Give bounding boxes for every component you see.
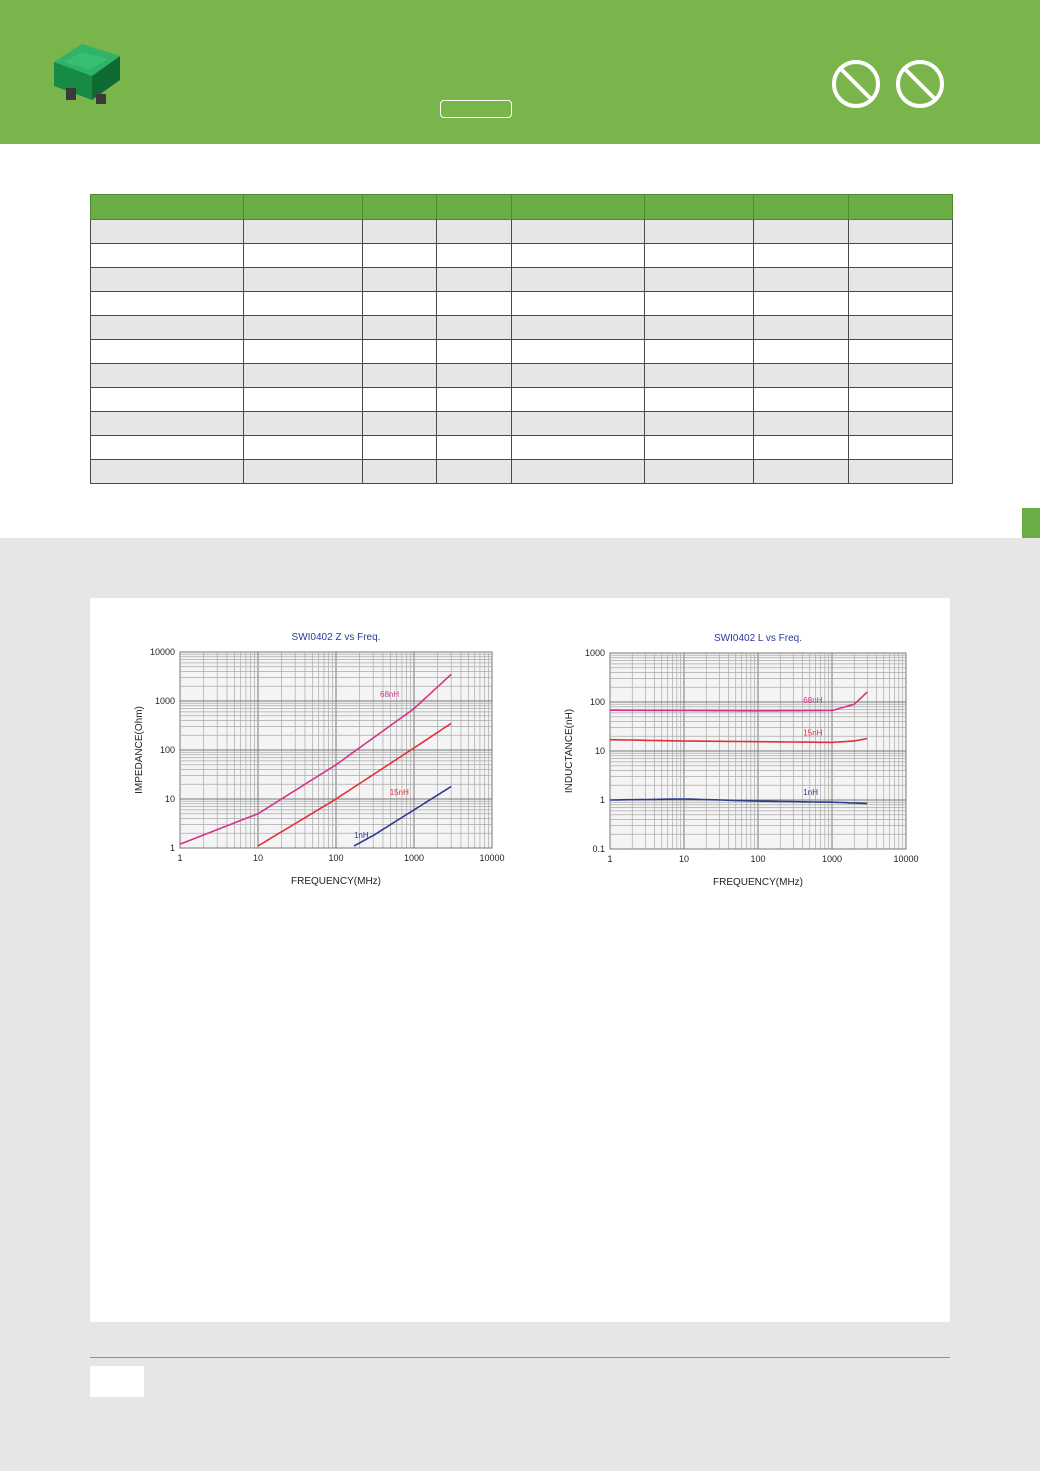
x-tick-label: 1000	[821, 854, 843, 864]
no-symbol-icon	[894, 58, 946, 110]
x-tick-label: 10000	[479, 853, 505, 863]
table-row	[91, 388, 953, 412]
table-row	[91, 436, 953, 460]
y-tick-label: 10	[594, 746, 605, 756]
y-tick-label: 10000	[149, 647, 175, 657]
x-tick-label: 1	[177, 853, 183, 863]
inductance-chart	[520, 598, 950, 908]
table-row	[91, 244, 953, 268]
series-label: 1nH	[803, 788, 818, 798]
x-tick-label: 10	[678, 854, 690, 864]
series-label: 68nH	[380, 690, 400, 700]
series-badge	[440, 100, 512, 118]
table-row	[91, 412, 953, 436]
x-tick-label: 100	[328, 853, 344, 863]
x-tick-label: 1	[607, 854, 613, 864]
table-row	[91, 364, 953, 388]
x-tick-label: 1000	[403, 853, 425, 863]
y-tick-label: 1000	[154, 696, 175, 706]
x-axis-label: FREQUENCY(MHz)	[291, 876, 381, 887]
y-tick-label: 1	[599, 795, 605, 805]
impedance-chart	[90, 598, 520, 908]
chip-inductor-image	[52, 40, 122, 110]
table-row	[91, 340, 953, 364]
y-tick-label: 10	[164, 794, 175, 804]
spec-table	[90, 194, 953, 484]
y-tick-label: 0.1	[592, 844, 605, 854]
y-axis-label: INDUCTANCE(nH)	[564, 708, 575, 794]
series-label: 1nH	[353, 830, 369, 840]
table-row	[91, 316, 953, 340]
chart-title: SWI0402 Z vs Freq.	[291, 632, 381, 643]
y-axis-label: IMPEDANCE(Ohm)	[134, 706, 145, 794]
no-symbol-icon	[830, 58, 882, 110]
x-tick-label: 100	[750, 854, 766, 864]
footer-rule	[90, 1357, 950, 1358]
x-axis-label: FREQUENCY(MHz)	[713, 877, 803, 888]
x-tick-label: 10000	[893, 854, 919, 864]
table-row	[91, 268, 953, 292]
series-label: 15nH	[803, 728, 823, 738]
y-tick-label: 100	[159, 745, 175, 755]
table-row	[91, 292, 953, 316]
chart-title: SWI0402 L vs Freq.	[714, 633, 802, 644]
y-tick-label: 1000	[584, 648, 605, 658]
series-label: 68nH	[803, 695, 823, 705]
y-tick-label: 1	[169, 843, 175, 853]
table-header-row	[91, 195, 953, 220]
table-row	[91, 220, 953, 244]
charts-panel	[90, 598, 950, 1322]
table-row	[91, 460, 953, 484]
page-number-box	[90, 1366, 144, 1397]
x-tick-label: 10	[252, 853, 264, 863]
series-label: 15nH	[389, 788, 409, 798]
y-tick-label: 100	[589, 697, 605, 707]
header-bar	[0, 0, 1040, 144]
